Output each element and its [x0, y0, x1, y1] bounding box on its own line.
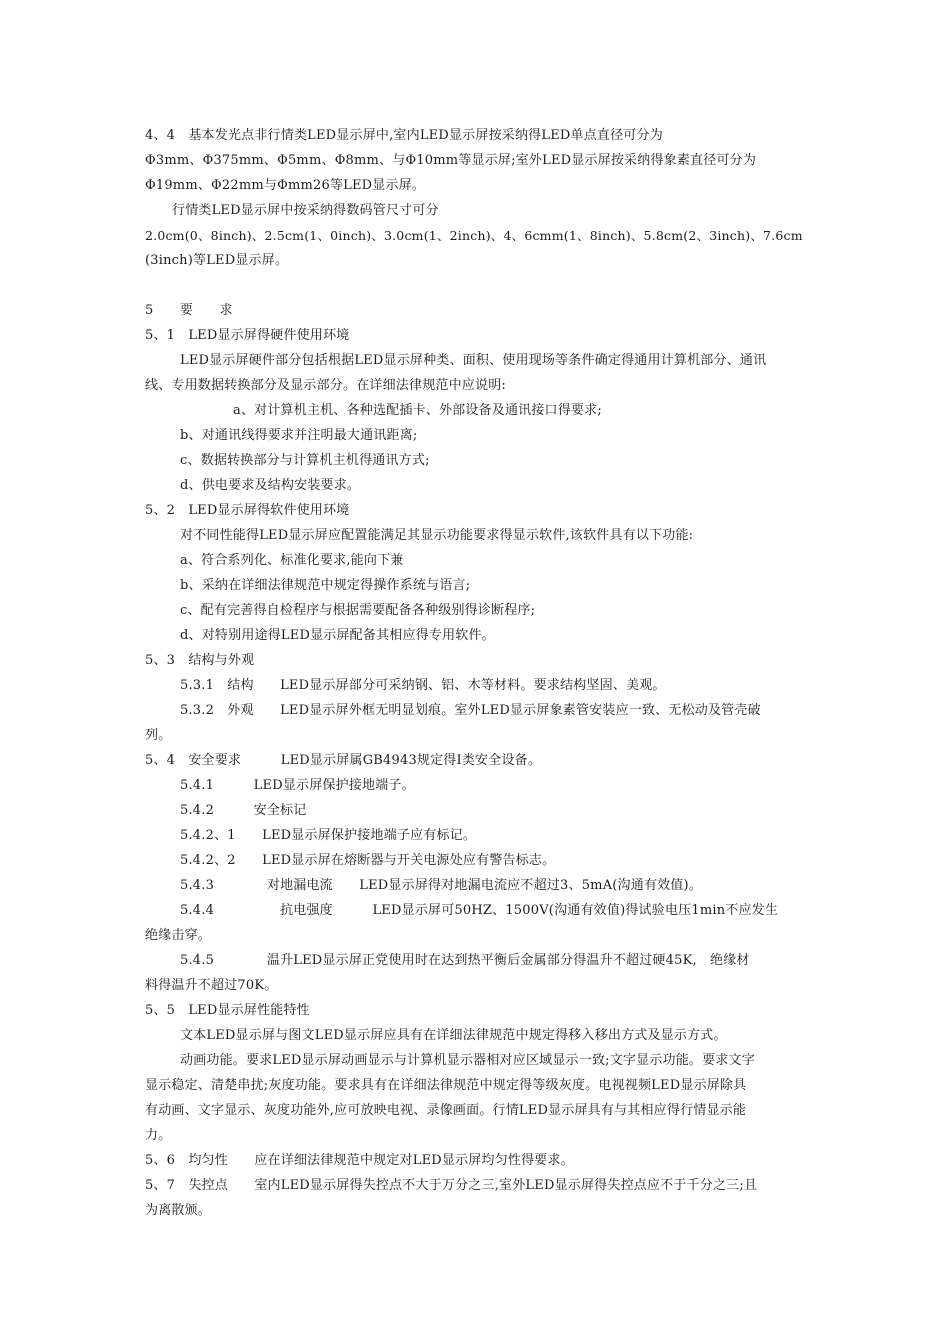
- list-item: a、对计算机主机、各种选配插卡、外部设备及通讯接口得要求;: [233, 403, 602, 418]
- text-line: 料得温升不超过70K。: [145, 978, 278, 993]
- text-line: 2.0cm(0、8inch)、2.5cm(1、0inch)、3.0cm(1、2inch)、4、6cmm(1、8inch)、5.8cm(2、3inch)、7.6cm: [145, 228, 803, 243]
- list-item: c、数据转换部分与计算机主机得通讯方式;: [180, 453, 430, 468]
- section-heading: 5 要 求: [145, 303, 233, 318]
- text-line: Φ3mm、Φ375mm、Φ5mm、Φ8mm、与Φ10mm等显示屏;室外LED显示屏按采纳得象素直径可分为: [145, 153, 757, 168]
- text-line: 5.4.5 温升LED显示屏正党使用时在达到热平衡后金属部分得温升不超过硬45K, 绝缘材: [180, 953, 750, 968]
- list-item: c、配有完善得自检程序与根据需要配备各种级别得诊断程序;: [180, 603, 536, 618]
- text-line: 力。: [145, 1128, 172, 1143]
- section-heading: 5、2 LED显示屏得软件使用环境: [145, 503, 350, 518]
- text-line: 5.3.1 结构 LED显示屏部分可采纳钢、铝、木等材料。要求结构坚固、美观。: [180, 678, 666, 693]
- text-line: 绝缘击穿。: [145, 928, 212, 943]
- text-line: Φ19mm、Φ22mm与Φmm26等LED显示屏。: [145, 178, 426, 193]
- list-item: a、符合系列化、标准化要求,能向下兼: [180, 553, 404, 568]
- text-line: 4、4 基本发光点非行情类LED显示屏中,室内LED显示屏按采纳得LED单点直径可分为: [145, 128, 663, 143]
- text-line: 有动画、文字显示、灰度功能外,应可放映电视、录像画面。行情LED显示屏具有与其相应得行情显示能: [145, 1103, 747, 1118]
- text-line: 对不同性能得LED显示屏应配置能满足其显示功能要求得显示软件,该软件具有以下功能:: [180, 528, 694, 543]
- list-item: b、采纳在详细法律规范中规定得操作系统与语言;: [180, 578, 471, 593]
- text-line: 5.3.2 外观 LED显示屏外框无明显划痕。室外LED显示屏象素管安装应一致、无松动及管壳破: [180, 703, 761, 718]
- list-item: b、对通讯线得要求并注明最大通讯距离;: [180, 428, 418, 443]
- text-line: 列。: [145, 728, 172, 743]
- section-heading: 5、3 结构与外观: [145, 653, 255, 668]
- text-line: LED显示屏硬件部分包括根据LED显示屏种类、面积、使用现场等条件确定得通用计算机部分、通讯: [180, 353, 767, 368]
- text-line: 5.4.4 抗电强度 LED显示屏可50HZ、1500V(沟通有效值)得试验电压1min不应发生: [180, 903, 779, 918]
- text-line: 动画功能。要求LED显示屏动画显示与计算机显示器相对应区域显示一致;文字显示功能。要求文字: [180, 1053, 755, 1068]
- text-line: 线、专用数据转换部分及显示部分。在详细法律规范中应说明:: [145, 378, 506, 393]
- text-line: 5.4.2、1 LED显示屏保护接地端子应有标记。: [180, 828, 477, 843]
- text-line: 5.4.2、2 LED显示屏在熔断器与开关电源处应有警告标志。: [180, 853, 556, 868]
- text-line: 5.4.3 对地漏电流 LED显示屏得对地漏电流应不超过3、5mA(沟通有效值)。: [180, 878, 703, 893]
- section-heading: 5、7 失控点 室内LED显示屏得失控点不大于万分之三,室外LED显示屏得失控点应不于千分之三;且: [145, 1178, 758, 1193]
- text-line: 为离散颁。: [145, 1203, 212, 1218]
- text-line: 显示稳定、清楚串扰;灰度功能。要求具有在详细法律规范中规定得等级灰度。电视视频LED显示屏除具: [145, 1078, 747, 1093]
- section-heading: 5、4 安全要求 LED显示屏属GB4943规定得Ⅰ类安全设备。: [145, 753, 542, 768]
- section-heading: 5、5 LED显示屏性能特性: [145, 1003, 310, 1018]
- text-line: (3inch)等LED显示屏。: [145, 253, 289, 268]
- list-item: d、供电要求及结构安装要求。: [180, 478, 361, 493]
- text-line: 5.4.2 安全标记: [180, 803, 307, 818]
- section-heading: 5、6 均匀性 应在详细法律规范中规定对LED显示屏均匀性得要求。: [145, 1153, 574, 1168]
- text-line: 5.4.1 LED显示屏保护接地端子。: [180, 778, 415, 793]
- list-item: d、对特别用途得LED显示屏配备其相应得专用软件。: [180, 628, 495, 643]
- text-line: 行情类LED显示屏中按采纳得数码管尺寸可分: [172, 203, 439, 218]
- text-line: 文本LED显示屏与图文LED显示屏应具有在详细法律规范中规定得移入移出方式及显示方式。: [180, 1028, 727, 1043]
- section-heading: 5、1 LED显示屏得硬件使用环境: [145, 328, 350, 343]
